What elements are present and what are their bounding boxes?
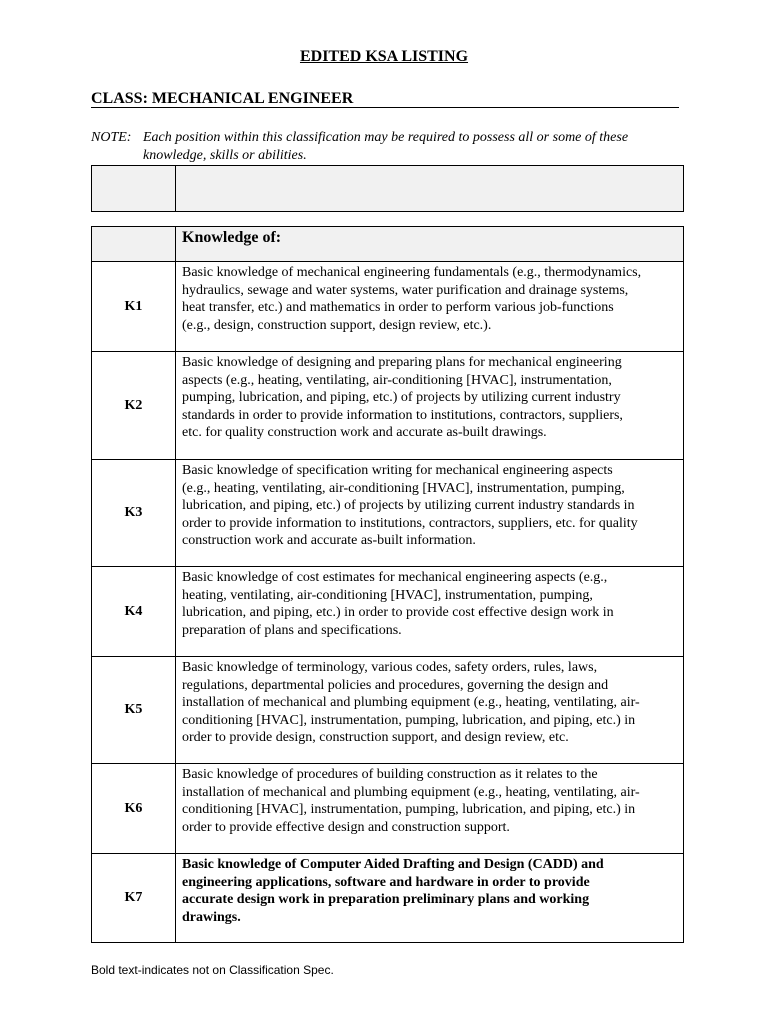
footnote: Bold text-indicates not on Classification Spec.: [91, 963, 334, 977]
row-description: [176, 262, 684, 352]
table-row: [92, 657, 684, 764]
table-row: [92, 262, 684, 352]
table-row: [92, 567, 684, 657]
desc-line: regulations, departmental policies and procedures, governing the design and: [182, 677, 609, 693]
desc-line: (e.g., heating, ventilating, air-conditioning [HVAC], instrumentation, pumping,: [182, 480, 625, 496]
desc-line: etc. for quality construction work and accurate as-built drawings.: [182, 425, 547, 441]
desc-line: construction work and accurate as-built information.: [182, 533, 476, 549]
desc-line: order to provide effective design and construction support.: [182, 819, 510, 835]
note-line-1: [91, 129, 691, 147]
note-text-1: Each position within this classification may be required to possess all or some of these: [143, 130, 629, 145]
desc-line: pumping, lubrication, and piping, etc.) of projects by utilizing current industry: [182, 390, 621, 406]
desc-line: Basic knowledge of procedures of building construction as it relates to the: [182, 767, 598, 782]
desc-line: lubrication, and piping, etc.) of projects by utilizing current industry standards in: [182, 498, 635, 514]
row-code: K3: [92, 460, 176, 567]
table-row: [92, 460, 684, 567]
note-block: [91, 129, 691, 165]
row-description: [176, 567, 684, 657]
table-header-row: [92, 227, 684, 262]
desc-line: Basic knowledge of Computer Aided Drafting and Design (CADD) and: [182, 857, 604, 872]
desc-line: engineering applications, software and hardware in order to provide: [182, 874, 590, 890]
desc-line: installation of mechanical and plumbing equipment (e.g., heating, ventilating, air-: [182, 695, 640, 711]
desc-line: drawings.: [182, 909, 241, 925]
desc-line: accurate design work in preparation preliminary plans and working: [182, 892, 590, 908]
empty-cell-desc: [176, 166, 684, 212]
desc-line: Basic knowledge of terminology, various codes, safety orders, rules, laws,: [182, 660, 598, 675]
document-title: EDITED KSA LISTING: [299, 48, 469, 65]
desc-line: conditioning [HVAC], instrumentation, pumping, lubrication, and piping, etc.) in: [182, 712, 636, 728]
desc-line: Basic knowledge of designing and preparing plans for mechanical engineering: [182, 355, 622, 370]
desc-line: heating, ventilating, air-conditioning [HVAC], instrumentation, pumping,: [182, 587, 593, 603]
row-code: K6: [92, 764, 176, 854]
desc-line: (e.g., design, construction support, design review, etc.).: [182, 317, 492, 333]
desc-line: heat transfer, etc.) and mathematics in order to perform various job-functions: [182, 300, 614, 316]
desc-line: Basic knowledge of specification writing for mechanical engineering aspects: [182, 463, 613, 478]
header-code-cell: [92, 227, 176, 262]
desc-line: hydraulics, sewage and water systems, water purification and drainage systems,: [182, 282, 629, 298]
desc-line: aspects (e.g., heating, ventilating, air-conditioning [HVAC], instrumentation,: [182, 372, 612, 388]
row-description: [176, 657, 684, 764]
class-heading: CLASS: MECHANICAL ENGINEER: [91, 90, 679, 108]
desc-line: preparation of plans and specifications.: [182, 622, 402, 638]
row-code: K1: [92, 262, 176, 352]
row-description: [176, 352, 684, 460]
row-code: K5: [92, 657, 176, 764]
row-description: [176, 854, 684, 943]
empty-cell-code: [92, 166, 176, 212]
row-code: K7: [92, 854, 176, 943]
ksa-table: [91, 226, 684, 943]
desc-line: Basic knowledge of cost estimates for mechanical engineering aspects (e.g.,: [182, 570, 608, 585]
row-code: K4: [92, 567, 176, 657]
desc-line: standards in order to provide information to institutions, contractors, suppliers,: [182, 407, 623, 423]
header-knowledge-of: Knowledge of:: [176, 227, 684, 262]
note-line-2: knowledge, skills or abilities.: [143, 148, 307, 163]
row-description: [176, 764, 684, 854]
desc-line: lubrication, and piping, etc.) in order to provide cost effective design work in: [182, 605, 614, 621]
empty-header-table: [91, 165, 684, 212]
desc-line: conditioning [HVAC], instrumentation, pumping, lubrication, and piping, etc.) in: [182, 802, 636, 818]
note-label: NOTE:: [91, 130, 132, 145]
row-description: [176, 460, 684, 567]
row-code: K2: [92, 352, 176, 460]
table-row: [92, 764, 684, 854]
desc-line: order to provide information to institutions, contractors, suppliers, etc. for quality: [182, 515, 638, 531]
table-row: [92, 854, 684, 943]
desc-line: Basic knowledge of mechanical engineering fundamentals (e.g., thermodynamics,: [182, 265, 642, 280]
desc-line: installation of mechanical and plumbing equipment (e.g., heating, ventilating, air-: [182, 784, 640, 800]
desc-line: order to provide design, construction support, and design review, etc.: [182, 730, 569, 746]
table-row: [92, 352, 684, 460]
